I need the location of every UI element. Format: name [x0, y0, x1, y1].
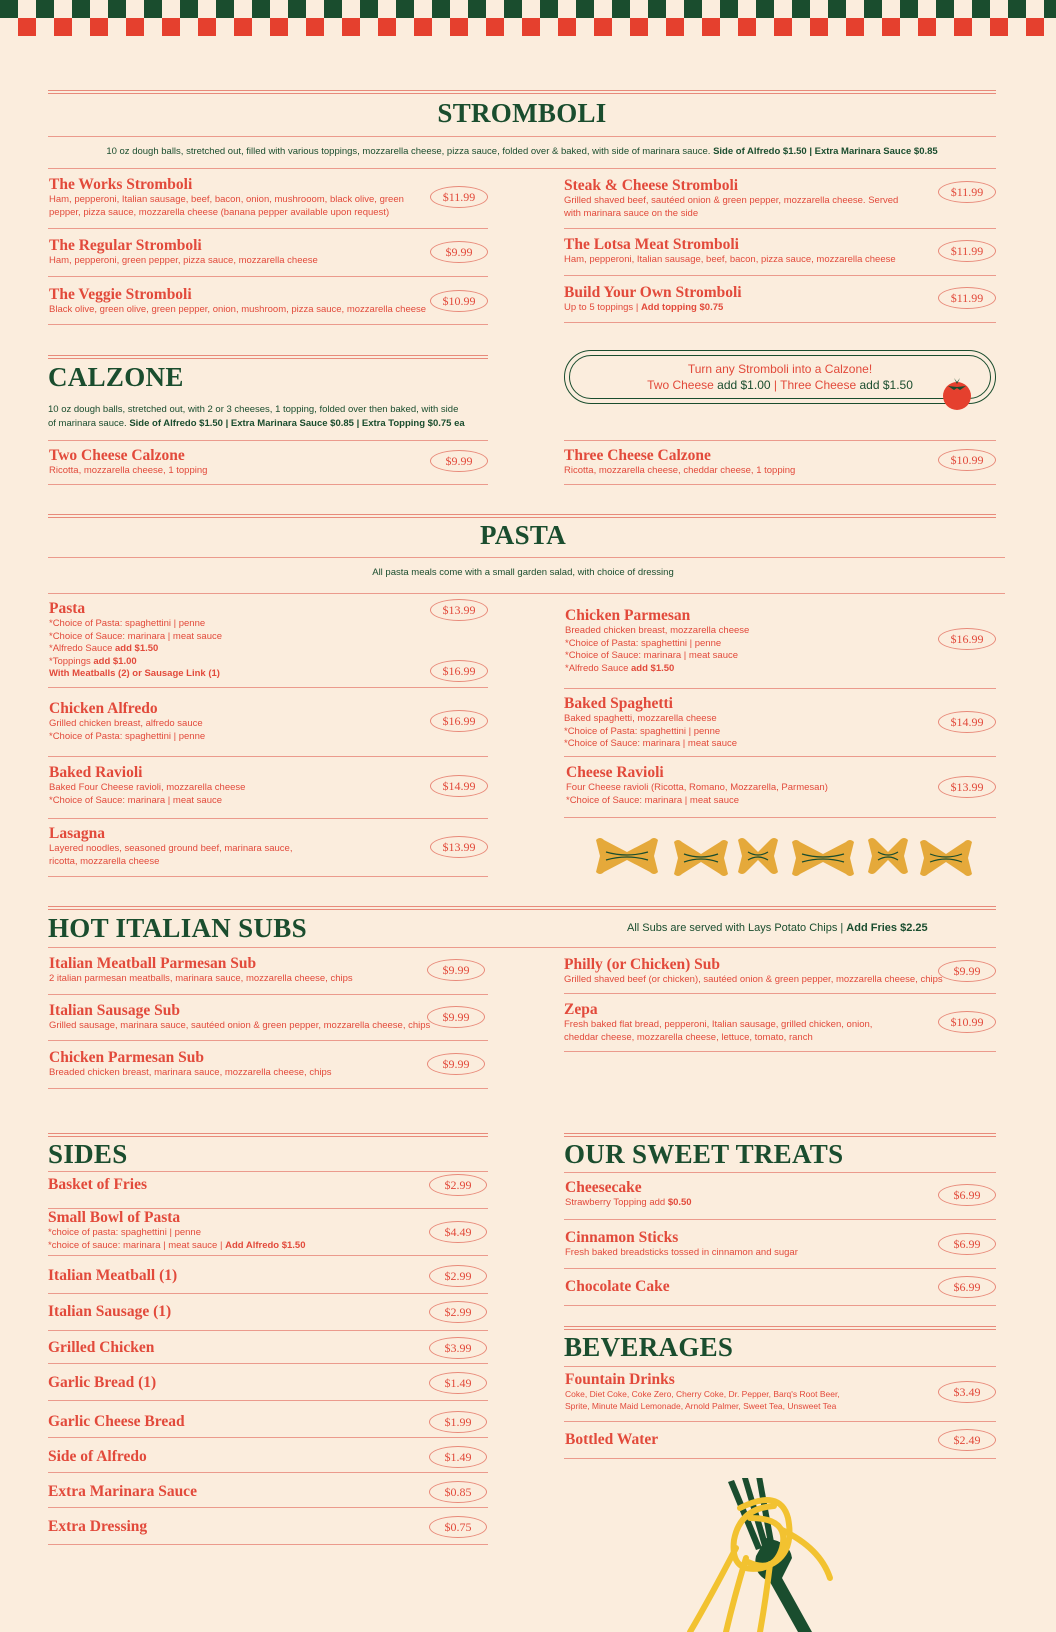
calzone-heading: CALZONE	[48, 362, 184, 392]
subs-heading: HOT ITALIAN SUBS	[48, 913, 307, 943]
price-badge: $11.99	[938, 181, 996, 203]
price-badge: $16.99	[430, 660, 488, 682]
menu-item-cheesecake: Cheesecake Strawberry Topping add $0.50	[565, 1179, 692, 1208]
price-badge: $13.99	[430, 599, 488, 621]
menu-item-meatball-parmesan-sub: Italian Meatball Parmesan Sub 2 italian parmesan meatballs, marinara sauce, mozzarella cheese, chips	[49, 955, 353, 984]
pasta-note: All pasta meals come with a small garden salad, with choice of dressing	[372, 567, 674, 578]
price-badge: $9.99	[427, 959, 485, 981]
price-badge: $2.49	[938, 1429, 996, 1451]
price-badge: $14.99	[430, 775, 488, 797]
beverages-heading: BEVERAGES	[564, 1332, 734, 1362]
price-badge: $2.99	[429, 1174, 487, 1196]
menu-item-side: Italian Meatball (1)	[48, 1267, 178, 1284]
menu-item-three-cheese-calzone: Three Cheese Calzone Ricotta, mozzarella cheese, cheddar cheese, 1 topping	[564, 447, 796, 476]
menu-item-fountain-drinks: Fountain Drinks Coke, Diet Coke, Coke Zero, Cherry Coke, Dr. Pepper, Barq's Root Beer, Sprite, Minute Maid Lemonade, Arnold Palmer, Sweet Tea, Unsweet Tea	[565, 1371, 840, 1411]
stromboli-note: 10 oz dough balls, stretched out, filled with various toppings, mozzarella cheese, pizza sauce, folded over & baked, with side of marinara sauce. Side of Alfredo $1.50 | Extra Marinara Sauce $0.85	[106, 146, 938, 157]
menu-item-cinnamon-sticks: Cinnamon Sticks Fresh baked breadsticks tossed in cinnamon and sugar	[565, 1229, 798, 1258]
tomato-icon	[940, 376, 974, 412]
menu-item-side: Grilled Chicken	[48, 1339, 155, 1356]
pasta-heading: PASTA	[479, 520, 566, 550]
menu-item-side: Extra Marinara Sauce	[48, 1483, 197, 1500]
fork-spaghetti-icon	[670, 1478, 870, 1632]
menu-item-side: Small Bowl of Pasta *choice of pasta: spaghettini | penne *choice of sauce: marinara | meat sauce | Add Alfredo $1.50	[48, 1209, 306, 1251]
menu-item-zepa: Zepa Fresh baked flat bread, pepperoni, Italian sausage, grilled chicken, onion, cheddar cheese, mozzarella cheese, lettuce, tomato, ranch	[564, 1001, 873, 1043]
price-badge: $16.99	[938, 628, 996, 650]
menu-item-chicken-parmesan-sub: Chicken Parmesan Sub Breaded chicken breast, marinara sauce, mozzarella cheese, chips	[49, 1049, 332, 1078]
stromboli-heading: STROMBOLI	[437, 98, 607, 128]
menu-item-side: Basket of Fries	[48, 1176, 148, 1193]
subs-note: All Subs are served with Lays Potato Chips | Add Fries $2.25	[627, 922, 928, 934]
price-badge: $1.49	[429, 1446, 487, 1468]
menu-item-regular-stromboli: The Regular Stromboli Ham, pepperoni, green pepper, pizza sauce, mozzarella cheese	[49, 237, 318, 266]
menu-item-bottled-water: Bottled Water	[565, 1431, 659, 1448]
bowtie-pasta-icon	[596, 830, 976, 882]
price-badge: $0.75	[429, 1516, 487, 1538]
price-badge: $9.99	[427, 1006, 485, 1028]
menu-item-philly-sub: Philly (or Chicken) Sub Grilled shaved beef (or chicken), sautéed onion & green pepper, mozzarella cheese, chips	[564, 956, 943, 985]
price-badge: $3.49	[938, 1381, 996, 1403]
treats-heading: OUR SWEET TREATS	[564, 1139, 844, 1169]
menu-item-lasagna: Lasagna Layered noodles, seasoned ground beef, marinara sauce, ricotta, mozzarella cheese	[49, 825, 293, 867]
menu-item-side: Italian Sausage (1)	[48, 1303, 172, 1320]
menu-item-lotsa-meat-stromboli: The Lotsa Meat Stromboli Ham, pepperoni, Italian sausage, beef, bacon, pizza sauce, mozzarella cheese	[564, 236, 896, 265]
checkerboard-border	[0, 0, 1056, 38]
menu-item-chicken-alfredo: Chicken Alfredo Grilled chicken breast, alfredo sauce *Choice of Pasta: spaghettini | penne	[49, 700, 206, 742]
menu-item-italian-sausage-sub: Italian Sausage Sub Grilled sausage, marinara sauce, sautéed onion & green pepper, mozzarella cheese, chips	[49, 1002, 431, 1031]
price-badge: $11.99	[938, 287, 996, 309]
menu-item-baked-spaghetti: Baked Spaghetti Baked spaghetti, mozzarella cheese *Choice of Pasta: spaghettini | penne *Choice of Sauce: marinara | meat sauce	[564, 695, 738, 749]
price-badge: $9.99	[430, 450, 488, 472]
price-badge: $6.99	[938, 1233, 996, 1255]
price-badge: $6.99	[938, 1276, 996, 1298]
menu-item-pasta: Pasta *Choice of Pasta: spaghettini | penne *Choice of Sauce: marinara | meat sauce *Alfredo Sauce add $1.50 *Toppings add $1.00 With Meatballs (2) or Sausage Link (1)	[49, 600, 223, 679]
price-badge: $9.99	[430, 241, 488, 263]
price-badge: $1.99	[429, 1411, 487, 1433]
calzone-callout: Turn any Stromboli into a Calzone! Two Cheese add $1.00 | Three Cheese add $1.50	[564, 350, 996, 404]
price-badge: $1.49	[429, 1372, 487, 1394]
menu-item-chicken-parmesan: Chicken Parmesan Breaded chicken breast, mozzarella cheese *Choice of Pasta: spaghettini | penne *Choice of Sauce: marinara | meat sauce *Alfredo Sauce add $1.50	[565, 607, 750, 674]
menu-item-baked-ravioli: Baked Ravioli Baked Four Cheese ravioli, mozzarella cheese *Choice of Sauce: marinara | meat sauce	[49, 764, 246, 806]
price-badge: $0.85	[429, 1481, 487, 1503]
price-badge: $16.99	[430, 710, 488, 732]
menu-item-build-your-own-stromboli: Build Your Own Stromboli Up to 5 toppings | Add topping $0.75	[564, 284, 742, 313]
price-badge: $9.99	[938, 960, 996, 982]
price-badge: $13.99	[938, 776, 996, 798]
price-badge: $6.99	[938, 1184, 996, 1206]
price-badge: $3.99	[429, 1337, 487, 1359]
menu-item-veggie-stromboli: The Veggie Stromboli Black olive, green olive, green pepper, onion, mushroom, pizza sauce, mozzarella cheese	[49, 286, 427, 315]
price-badge: $11.99	[938, 240, 996, 262]
price-badge: $11.99	[430, 186, 488, 208]
menu-item-side: Extra Dressing	[48, 1518, 148, 1535]
price-badge: $2.99	[429, 1301, 487, 1323]
sides-heading: SIDES	[48, 1139, 128, 1169]
price-badge: $14.99	[938, 711, 996, 733]
menu-item-chocolate-cake: Chocolate Cake	[565, 1278, 670, 1295]
menu-item-side: Garlic Cheese Bread	[48, 1413, 185, 1430]
price-badge: $10.99	[430, 290, 488, 312]
menu-item-two-cheese-calzone: Two Cheese Calzone Ricotta, mozzarella cheese, 1 topping	[49, 447, 208, 476]
price-badge: $10.99	[938, 1011, 996, 1033]
price-badge: $13.99	[430, 836, 488, 858]
price-badge: $9.99	[427, 1053, 485, 1075]
price-badge: $2.99	[429, 1265, 487, 1287]
menu-item-works-stromboli: The Works Stromboli Ham, pepperoni, Italian sausage, beef, bacon, onion, mushrooom, black olive, green pepper, pizza sauce, mozzarella cheese (banana pepper available upon request)	[49, 176, 404, 218]
price-badge: $10.99	[938, 449, 996, 471]
price-badge: $4.49	[429, 1221, 487, 1243]
calzone-note: 10 oz dough balls, stretched out, with 2 or 3 cheeses, 1 topping, folded over then baked, with side of marinara sauce. Side of Alfredo $1.50 | Extra Marinara Sauce $0.85 | Extra Topping $0.75 ea	[48, 404, 465, 429]
menu-item-side: Garlic Bread (1)	[48, 1374, 157, 1391]
menu-item-side: Side of Alfredo	[48, 1448, 147, 1465]
menu-item-cheese-ravioli: Cheese Ravioli Four Cheese ravioli (Ricotta, Romano, Mozzarella, Parmesan) *Choice of Sauce: marinara | meat sauce	[566, 764, 828, 806]
menu-item-steak-cheese-stromboli: Steak & Cheese Stromboli Grilled shaved beef, sautéed onion & green pepper, mozzarella cheese. Served with marinara sauce on the side	[564, 177, 899, 219]
